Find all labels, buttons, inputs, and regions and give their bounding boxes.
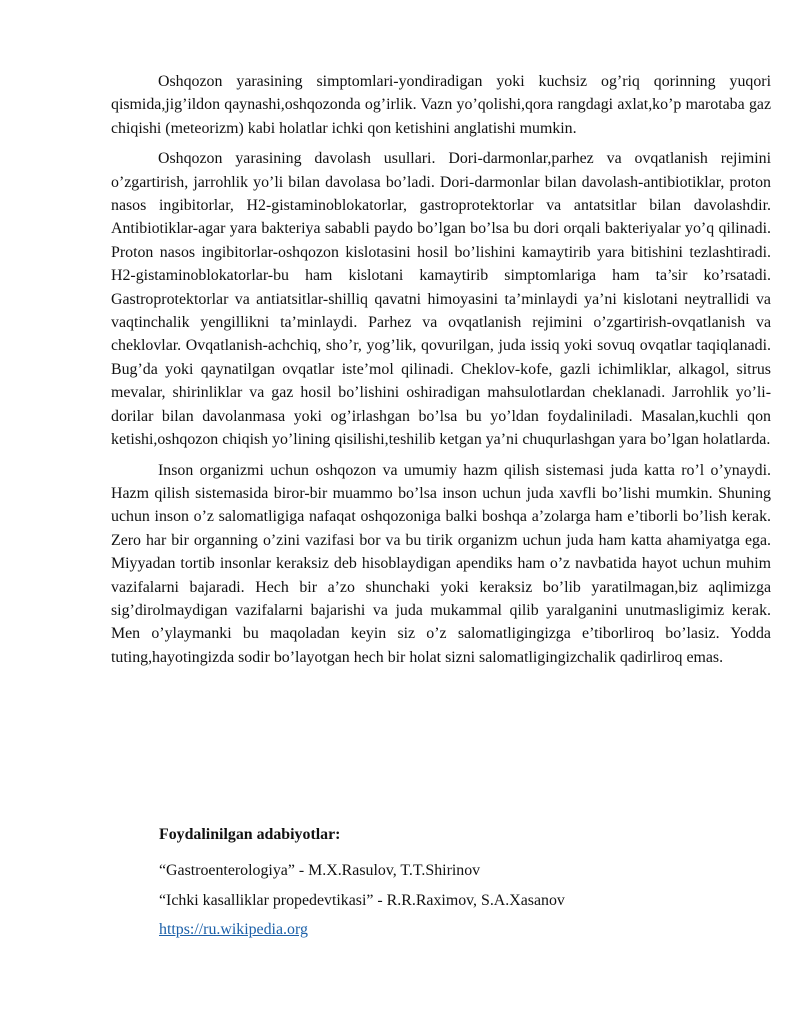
paragraph-conclusion: Inson organizmi uchun oshqozon va umumiy hazm qilish sistemasi juda katta ro’l o’ynaydi. Hazm qilish sistemasida biror-bir muammo bo’lsa inson uchun juda xavfli bo’lishi mumkin. Shuning uchun inson o’z salomatligiga nafaqat oshqozoniga balki boshqa a’zolarga ham e’tiborli bo’lish kerak. Zero har bir organning o’zini vazifasi bor va bu tirik organizm uchun juda ham katta ahamiyatga ega. Miyyadan tortib insonlar keraksiz deb hisoblaydigan apendiks ham o’z navbatida hayot uchun muhim vazifalarni bajaradi. Hech bir a’zo shunchaki yoki keraksiz bo’lib yaratilmagan,biz aqlimizga sig’dirolmaydigan vazifalarni bajarishi va juda mukammal qilib yaralganini unutmasligimiz kerak. Men o’ylaymanki bu maqoladan keyin siz o’z salomatligingizga e’tiborliroq bo’lasiz. Yodda tuting,hayotingizda sodir bo’layotgan hech bir holat sizni salomatligingizchalik qadirliroq emas. xyxy=(111,461,771,666)
paragraph-treatment: Oshqozon yarasining davolash usullari. Dori-darmonlar,parhez va ovqatlanish rejimini o’zgartirish, jarrohlik yo’li bilan davolasa bo’ladi. Dori-darmonlar bilan davolash-antibiotiklar, proton nasos ingibitorlar, H2-gistaminoblokatorlar, gastroprotektorlar va antatsitlar bilan davolashdir. Antibiotiklar-agar yara bakteriya sababli paydo bo’lgan bo’lsa bu dori orqali bakteriyalar yo’q qilinadi. Proton nasos ingibitorlar-oshqozon kislotasini hosil bo’lishini kamaytirib yara bitishini tezlashtiradi. H2-gistaminoblokatorlar-bu ham kislotani kamaytirib simptomlariga ham ta’sir ko’rsatadi. Gastroprotektorlar va antiatsitlar-shilliq qavatni himoyasini ta’minlaydi ya’ni kislotani neytrallidi va vaqtinchalik yengillikni ta’minlaydi. Parhez va ovqatlanish rejimini o’zgartirish-ovqatlanish va cheklovlar. Ovqatlanish-achchiq, sho’r, yog’lik, qovurilgan, juda issiq yoki sovuq ovqatlar taqiqlanadi. Bug’da yoki qaynatilgan ovqatlar iste’mol qilinadi. Cheklov-kofe, gazli ichimliklar, alkagol, sitrus mevalar, shirinliklar va gaz hosil bo’lishini oshiradigan mahsulotlardan cheklanadi. Jarrohlik yo’li-dorilar bilan davolanmasa yoki og’irlashgan bo’lsa bu yo’ldan foydaliniladi. Masalan,kuchli qon ketishi,oshqozon chiqish yo’lining qisilishi,teshilib ketgan ya’ni chuqurlashgan yara bo’lgan holatlarda. xyxy=(111,150,771,449)
article-body xyxy=(111,70,771,676)
references-section xyxy=(159,822,759,945)
wikipedia-link[interactable]: https://ru.wikipedia.org xyxy=(159,921,308,938)
paragraph-symptoms: Oshqozon yarasining simptomlari-yondiradigan yoki kuchsiz og’riq qorinning yuqori qismida,jig’ildon qaynashi,oshqozonda og’irlik. Vazn yo’qolishi,qora rangdagi axlat,ko’p marotaba gaz chiqishi (meteorizm) kabi holatlar ichki qon ketishini anglatishi mumkin. xyxy=(111,73,771,137)
reference-item: “Ichki kasalliklar propedevtikasi” - R.R.Raximov, S.A.Xasanov xyxy=(159,891,565,909)
reference-item: “Gastroenterologiya” - M.X.Rasulov, T.T.Shirinov xyxy=(159,862,481,879)
references-heading: Foydalinilgan adabiyotlar: xyxy=(159,826,341,843)
reference-link-item xyxy=(159,915,759,945)
